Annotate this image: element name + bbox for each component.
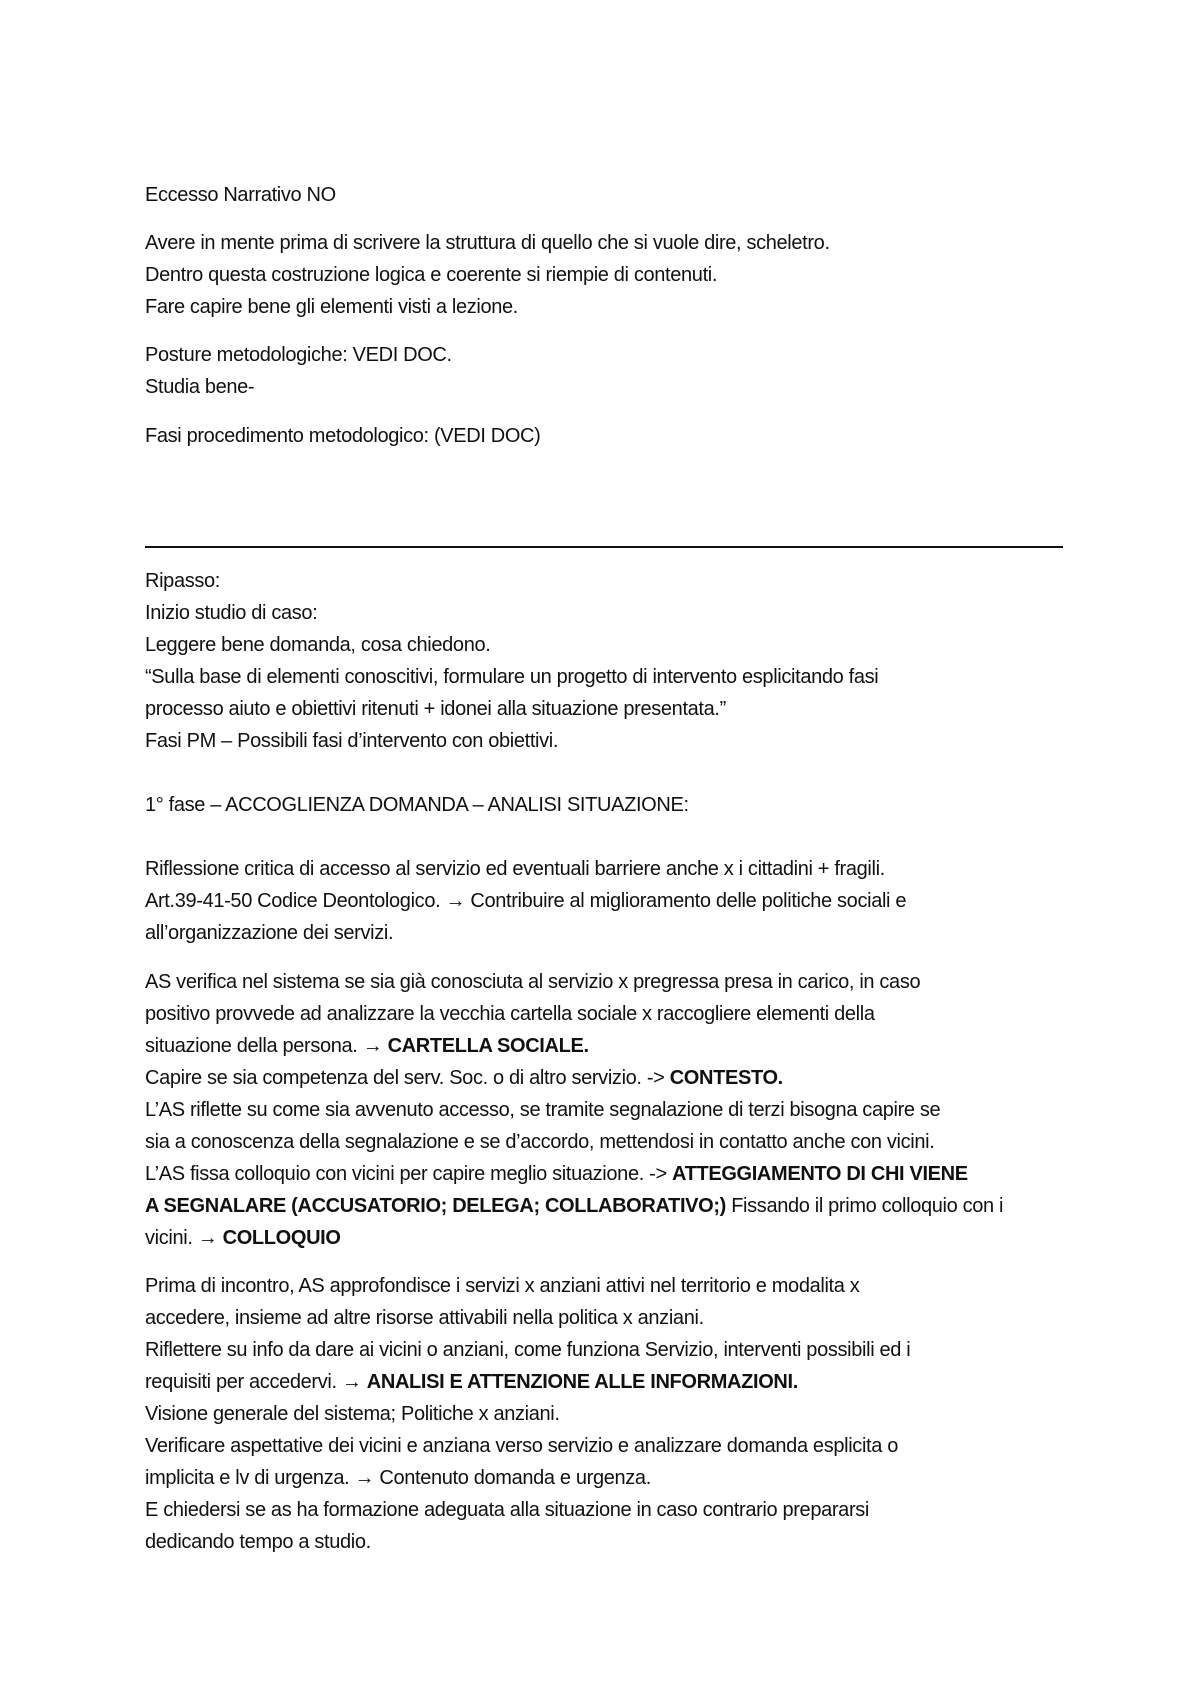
text-line: Fasi procedimento metodologico: (VEDI DOC) [145,425,541,447]
keyword-colloquio: COLLOQUIO [222,1227,341,1249]
section-title: Eccesso Narrativo NO [145,184,336,206]
text-line [145,1062,783,1094]
keyword-contesto: CONTESTO. [669,1067,783,1089]
horizontal-divider [145,546,1063,548]
text-line: Inizio studio di caso: [145,602,318,624]
keyword-analisi-informazioni: ANALISI E ATTENZIONE ALLE INFORMAZIONI. [366,1371,798,1393]
text-line: Art.39-41-50 Codice Deontologico. → Contribuire al miglioramento delle politiche sociali e [145,890,907,912]
text-run: Fissando il primo colloquio con i [725,1195,1004,1217]
text-line: Prima di incontro, AS approfondisce i servizi x anziani attivi nel territorio e modalita x [145,1275,860,1297]
text-line: Posture metodologiche: VEDI DOC. [145,344,452,366]
text-line: accedere, insieme ad altre risorse attivabili nella politica x anziani. [145,1307,704,1329]
text-run: situazione della persona. → [145,1035,388,1057]
text-line [145,1366,798,1398]
text-line: E chiedersi se as ha formazione adeguata alla situazione in caso contrario prepararsi [145,1499,870,1521]
phase-heading: 1° fase – ACCOGLIENZA DOMANDA – ANALISI SITUAZIONE: [145,794,689,816]
quote-line: processo aiuto e obiettivi ritenuti + idonei alla situazione presentata.” [145,698,726,720]
keyword-cartella-sociale: CARTELLA SOCIALE. [387,1035,589,1057]
text-line: Riflessione critica di accesso al servizio ed eventuali barriere anche x i cittadini + fragili. [145,858,885,880]
text-line: Avere in mente prima di scrivere la struttura di quello che si vuole dire, scheletro. [145,232,830,254]
text-line: Fare capire bene gli elementi visti a lezione. [145,296,518,318]
text-line: Riflettere su info da dare ai vicini o anziani, come funziona Servizio, interventi possibili ed i [145,1339,911,1361]
text-line: L’AS riflette su come sia avvenuto accesso, se tramite segnalazione di terzi bisogna capire se [145,1099,941,1121]
text-line [145,1190,1003,1222]
text-line [145,1222,341,1254]
text-line: AS verifica nel sistema se sia già conosciuta al servizio x pregressa presa in carico, in caso [145,971,921,993]
text-run: requisiti per accedervi. → [145,1371,367,1393]
text-line: Visione generale del sistema; Politiche x anziani. [145,1403,560,1425]
text-line: dedicando tempo a studio. [145,1531,371,1553]
text-line: Leggere bene domanda, cosa chiedono. [145,634,491,656]
text-line: implicita e lv di urgenza. → Contenuto domanda e urgenza. [145,1467,651,1489]
document-page [145,0,1070,1698]
text-line: positivo provvede ad analizzare la vecchia cartella sociale x raccogliere elementi della [145,1003,875,1025]
text-line: Dentro questa costruzione logica e coerente si riempie di contenuti. [145,264,718,286]
text-line: Studia bene- [145,376,255,398]
text-run: L’AS fissa colloquio con vicini per capire meglio situazione. -> [145,1163,672,1185]
text-run: vicini. → [145,1227,223,1249]
text-line: Fasi PM – Possibili fasi d’intervento con obiettivi. [145,730,559,752]
text-line: Verificare aspettative dei vicini e anziana verso servizio e analizzare domanda esplicita o [145,1435,899,1457]
keyword-atteggiamento: ATTEGGIAMENTO DI CHI VIENE [671,1163,968,1185]
text-line [145,1030,589,1062]
text-run: Capire se sia competenza del serv. Soc. o di altro servizio. -> [145,1067,670,1089]
text-line: Ripasso: [145,570,221,592]
text-line: sia a conoscenza della segnalazione e se d’accordo, mettendosi in contatto anche con vicini. [145,1131,935,1153]
text-line [145,1158,968,1190]
quote-line: “Sulla base di elementi conoscitivi, formulare un progetto di intervento esplicitando fasi [145,666,879,688]
keyword-segnalare: A SEGNALARE (ACCUSATORIO; DELEGA; COLLABORATIVO;) [145,1195,726,1217]
text-line: all’organizzazione dei servizi. [145,922,394,944]
